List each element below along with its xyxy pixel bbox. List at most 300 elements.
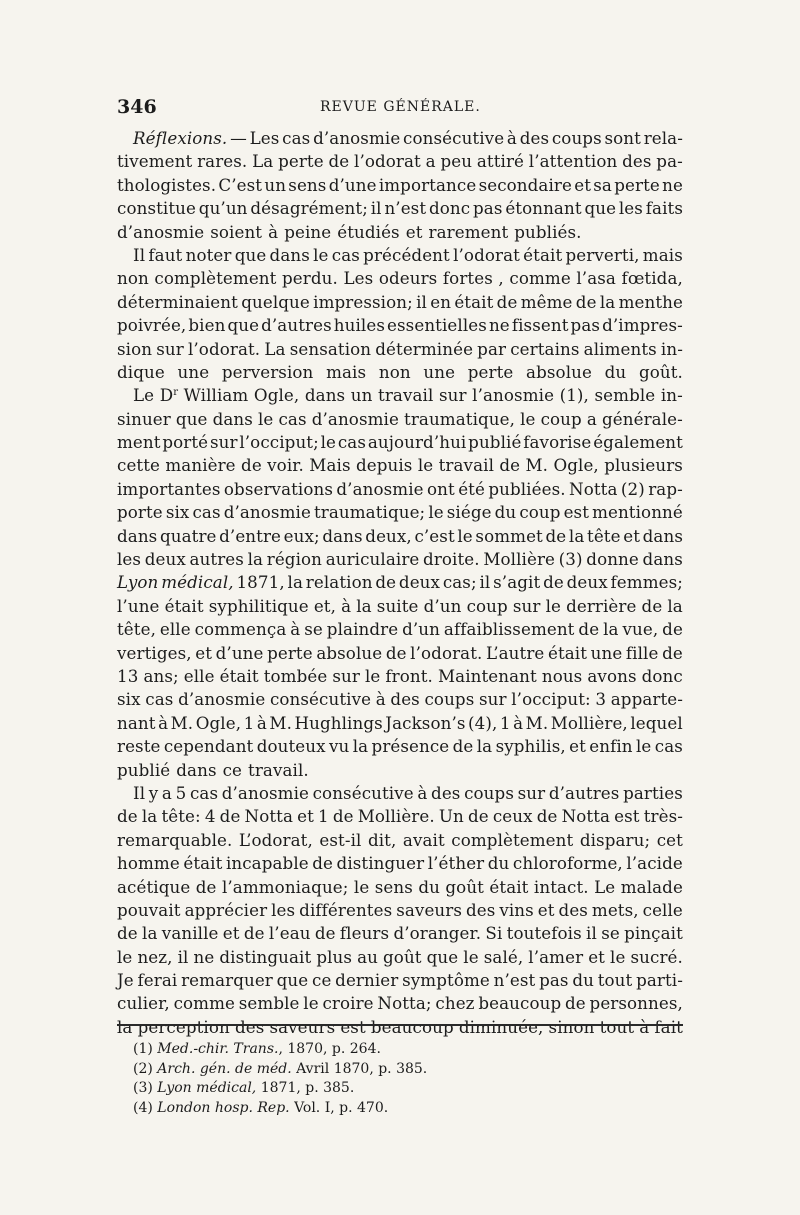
- footnote-number: (3): [133, 1080, 158, 1096]
- word: Ogle,: [253, 385, 300, 406]
- word: nant: [117, 712, 156, 733]
- word: distinguait: [219, 946, 312, 967]
- word: deux: [398, 572, 441, 593]
- word: est-il: [319, 829, 362, 850]
- word: Hughlings: [294, 712, 383, 733]
- word: générale-: [602, 408, 683, 429]
- word: dans: [176, 759, 217, 780]
- word: du: [604, 361, 627, 382]
- word: ne: [662, 174, 683, 195]
- word: d’un: [402, 619, 440, 640]
- word: médical,: [161, 572, 234, 593]
- word: 3: [595, 689, 607, 710]
- word: consécutive: [269, 689, 372, 710]
- word: huiles: [333, 315, 385, 336]
- word: Le: [133, 385, 155, 406]
- word: semble: [238, 993, 300, 1014]
- word: goût.: [638, 361, 683, 382]
- word: certains: [510, 338, 580, 359]
- word: était: [547, 642, 588, 663]
- word: publiés.: [514, 221, 582, 242]
- word: vertiges,: [117, 642, 192, 663]
- word: travail.: [248, 759, 309, 780]
- word: est: [563, 502, 590, 523]
- word: peu: [440, 151, 473, 172]
- word: dans: [117, 525, 158, 546]
- word: 13: [117, 665, 139, 686]
- word: parti-: [636, 970, 683, 991]
- word: sur: [479, 689, 507, 710]
- word: région: [266, 549, 323, 570]
- text-line: [117, 876, 683, 899]
- word: Mollière: [483, 549, 556, 570]
- word: six: [165, 502, 190, 523]
- word: sur: [517, 782, 546, 803]
- word: à: [268, 221, 279, 242]
- word: (2): [620, 478, 645, 499]
- word: le: [303, 993, 319, 1014]
- word: l’anosmie: [472, 385, 555, 406]
- word: de: [243, 923, 265, 944]
- word: des: [465, 899, 496, 920]
- text-line: [117, 408, 683, 431]
- word: à: [290, 619, 301, 640]
- footnote-reference: Avril 1870, p. 385.: [291, 1060, 428, 1077]
- word: a: [425, 151, 436, 172]
- word: nous: [541, 665, 583, 686]
- word: la: [667, 595, 683, 616]
- word: perte: [614, 174, 660, 195]
- word: sinon: [548, 1016, 595, 1037]
- word: douteux: [256, 736, 326, 757]
- word: mets,: [591, 899, 639, 920]
- word: l’odorat.: [410, 642, 483, 663]
- word: la: [603, 619, 619, 640]
- word: de: [241, 455, 262, 476]
- footnote: [133, 1060, 633, 1080]
- text-line: [117, 291, 683, 314]
- word: Il: [133, 244, 146, 265]
- word: autres: [189, 549, 244, 570]
- word: dit,: [367, 829, 397, 850]
- word: distinguer: [336, 853, 425, 874]
- word: bien: [188, 315, 226, 336]
- word: femmes;: [610, 572, 683, 593]
- word: l’attention: [528, 151, 618, 172]
- word: la: [117, 1016, 133, 1037]
- word: n’est: [384, 198, 427, 219]
- superscript: r: [173, 387, 179, 399]
- word: et: [623, 525, 641, 546]
- word: d’impres-: [602, 315, 683, 336]
- footnote-source: London hosp. Rep.: [157, 1099, 290, 1116]
- word: de: [543, 572, 564, 593]
- word: C’est: [218, 174, 263, 195]
- text-line: [117, 454, 683, 477]
- word: in-: [660, 385, 683, 406]
- word: coup: [540, 408, 582, 429]
- word: disparu;: [579, 829, 651, 850]
- word: fille: [625, 642, 659, 663]
- body-text: [117, 127, 683, 1039]
- word: importance: [378, 174, 477, 195]
- word: M.: [525, 712, 549, 733]
- word: salé,: [483, 946, 524, 967]
- word: cas;: [442, 572, 477, 593]
- word: était: [183, 853, 223, 874]
- word: cas: [145, 689, 174, 710]
- word: le: [636, 736, 652, 757]
- word: quelque: [241, 291, 310, 312]
- word: complètement: [154, 268, 277, 289]
- word: au: [357, 946, 378, 967]
- footnote: [133, 1040, 633, 1060]
- text-line: [117, 782, 683, 805]
- text-line: [117, 478, 683, 501]
- word: c’est: [414, 525, 455, 546]
- word: M.: [269, 712, 292, 733]
- word: les: [271, 899, 296, 920]
- word: et: [297, 806, 314, 827]
- word: Notta: [561, 806, 611, 827]
- footnote-source: Lyon médical,: [157, 1080, 257, 1096]
- footnote-number: (4): [133, 1099, 158, 1116]
- word: par: [477, 338, 507, 359]
- word: cas: [337, 432, 367, 453]
- word: et: [574, 174, 592, 195]
- word: ceux: [492, 806, 533, 827]
- word: chloroforme,: [512, 853, 623, 874]
- word: l’odorat: [354, 151, 421, 172]
- word: qu’un: [198, 198, 248, 219]
- word: faits: [645, 198, 683, 219]
- word: très-: [643, 806, 683, 827]
- word: chez: [435, 993, 475, 1014]
- word: sucré.: [630, 946, 683, 967]
- word: la: [141, 806, 158, 827]
- word: sur: [512, 595, 541, 616]
- word: derrière: [566, 595, 637, 616]
- word: soient: [210, 221, 263, 242]
- word: le: [463, 946, 479, 967]
- word: la: [568, 525, 585, 546]
- word: relation: [305, 572, 373, 593]
- footnote-reference: 1871, p. 385.: [256, 1080, 355, 1096]
- word: a: [161, 782, 172, 803]
- word: donne: [586, 549, 639, 570]
- word: du: [487, 853, 510, 874]
- word: apparte-: [610, 689, 683, 710]
- word: commença: [194, 619, 287, 640]
- word: était: [523, 244, 563, 265]
- word: coup: [466, 595, 508, 616]
- word: de: [314, 923, 336, 944]
- footnote-number: (2): [133, 1060, 158, 1077]
- text-line: [117, 922, 683, 945]
- text-line: [117, 501, 683, 524]
- word: et,: [313, 595, 336, 616]
- word: déterminaient: [117, 291, 238, 312]
- word: porte: [117, 502, 163, 523]
- text-line: [117, 735, 683, 758]
- text-line: [117, 244, 683, 267]
- word: perception: [137, 1016, 230, 1037]
- word: l’éther: [427, 853, 485, 874]
- word: étudiés: [337, 221, 400, 242]
- word: l’ammoniaque;: [221, 876, 349, 897]
- word: des: [390, 689, 420, 710]
- word: publié: [117, 759, 171, 780]
- footnote-reference: Vol. I, p. 470.: [289, 1099, 389, 1116]
- word: de: [385, 642, 407, 663]
- word: que: [584, 198, 617, 219]
- word: l’asa: [576, 268, 616, 289]
- word: à: [513, 712, 524, 733]
- word: odeurs: [378, 268, 438, 289]
- word: homme: [117, 853, 180, 874]
- word: de: [328, 151, 350, 172]
- word: un: [264, 174, 287, 195]
- word: d’anosmie: [178, 689, 266, 710]
- word: du: [494, 502, 517, 523]
- word: à: [506, 128, 517, 148]
- word: fortes: [442, 268, 493, 289]
- word: que: [426, 946, 459, 967]
- word: la: [247, 549, 264, 570]
- word: d’anosmie: [223, 502, 311, 523]
- word: absolue: [316, 642, 383, 663]
- word: nez,: [137, 946, 173, 967]
- word: symptôme: [402, 970, 490, 991]
- word: à: [256, 712, 267, 733]
- word: sont: [604, 128, 641, 148]
- word: le: [520, 408, 536, 429]
- word: publiées.: [488, 478, 566, 499]
- word: que: [234, 244, 267, 265]
- word: perverti,: [565, 244, 640, 265]
- text-line: [117, 642, 683, 665]
- word: de: [536, 806, 558, 827]
- word: était: [454, 291, 494, 312]
- word: M.: [525, 455, 549, 476]
- word: fissent: [511, 315, 569, 336]
- word: la: [599, 291, 616, 312]
- word: donc: [428, 198, 471, 219]
- word: perte: [278, 151, 324, 172]
- word: Le: [594, 876, 616, 897]
- word: constitue: [117, 198, 196, 219]
- word: les: [117, 549, 142, 570]
- word: Les: [343, 268, 374, 289]
- word: également: [593, 432, 683, 453]
- word: de: [467, 806, 489, 827]
- word: Mais: [309, 455, 351, 476]
- word: tout: [599, 1016, 635, 1037]
- word: dans: [212, 408, 253, 429]
- word: Si: [485, 923, 503, 944]
- word: le: [417, 455, 434, 476]
- text-line: [117, 712, 683, 735]
- footnote: [133, 1079, 633, 1099]
- word: de: [662, 642, 683, 663]
- word: cas: [189, 782, 219, 803]
- word: l’amer: [528, 946, 584, 967]
- word: le: [313, 244, 329, 265]
- word: d’anosmie: [336, 478, 424, 499]
- word: l’eau: [268, 923, 311, 944]
- word: se: [304, 619, 323, 640]
- word: peine: [284, 221, 332, 242]
- word: in-: [660, 338, 683, 359]
- footnotes: [133, 1040, 633, 1118]
- word: enfin: [589, 736, 633, 757]
- word: et: [222, 923, 240, 944]
- word: Mollière.: [357, 806, 435, 827]
- word: faut: [148, 244, 183, 265]
- word: suite: [376, 595, 419, 616]
- word: rares.: [197, 151, 248, 172]
- word: pouvait: [117, 899, 181, 920]
- word: 4: [204, 806, 216, 827]
- word: Il: [133, 782, 146, 803]
- word: mais: [642, 244, 683, 265]
- word: malade: [620, 876, 683, 897]
- text-line: [117, 525, 683, 548]
- word: avait: [402, 829, 445, 850]
- word: comme: [509, 268, 571, 289]
- word: sur: [209, 432, 238, 453]
- word: elle: [183, 665, 215, 686]
- word: l’acide: [626, 853, 683, 874]
- text-line: [117, 688, 683, 711]
- word: plus: [316, 946, 353, 967]
- word: du: [418, 876, 440, 897]
- word: pas: [473, 198, 503, 219]
- text-line: [117, 805, 683, 828]
- word: du: [572, 970, 594, 991]
- word: de: [219, 806, 241, 827]
- text-line: [117, 197, 683, 220]
- word: ferai: [137, 970, 178, 991]
- word: sur: [156, 338, 184, 359]
- text-line: [117, 361, 683, 384]
- word: Réflexions.: [133, 128, 228, 148]
- word: l’odorat.: [187, 338, 261, 359]
- word: de: [312, 853, 334, 874]
- word: à: [417, 782, 428, 803]
- text-line: [117, 852, 683, 875]
- word: ne: [193, 946, 215, 967]
- word: cependant: [163, 736, 254, 757]
- word: le: [258, 408, 274, 429]
- word: de: [117, 923, 138, 944]
- text-line: [117, 127, 683, 150]
- word: deux,: [365, 525, 412, 546]
- word: sion: [117, 338, 153, 359]
- text-line: [117, 759, 683, 782]
- word: traumatique;: [313, 502, 426, 523]
- text-line: [117, 969, 683, 992]
- word: la: [287, 572, 304, 593]
- word: complètement: [451, 829, 574, 850]
- word: avons: [587, 665, 637, 686]
- word: tête: [587, 525, 621, 546]
- word: que: [175, 408, 208, 429]
- word: apprécier: [184, 899, 268, 920]
- word: impression;: [313, 291, 413, 312]
- word: d’oranger.: [393, 923, 482, 944]
- word: d’anosmie: [221, 782, 309, 803]
- word: incapable: [225, 853, 309, 874]
- word: rela-: [643, 128, 683, 148]
- word: la: [476, 736, 493, 757]
- word: 1: [318, 806, 329, 827]
- word: voir.: [267, 455, 304, 476]
- word: L’autre: [486, 642, 545, 663]
- word: la: [142, 923, 158, 944]
- word: le: [545, 595, 561, 616]
- word: d’anosmie: [311, 408, 399, 429]
- word: diminuée,: [458, 1016, 544, 1037]
- word: William: [183, 385, 249, 406]
- word: une: [177, 361, 210, 382]
- word: non: [117, 268, 149, 289]
- word: vu: [328, 736, 350, 757]
- word: de: [332, 806, 354, 827]
- word: remarquable.: [117, 829, 233, 850]
- word: Je: [117, 970, 134, 991]
- word: Les: [249, 128, 280, 148]
- word: est: [614, 806, 640, 827]
- word: d’entre: [219, 525, 282, 546]
- text-line: [117, 221, 683, 244]
- word: dique: [117, 361, 165, 382]
- word: perdu.: [282, 268, 338, 289]
- word: manière: [165, 455, 236, 476]
- word: observations: [223, 478, 334, 499]
- word: syphilitique: [208, 595, 309, 616]
- word: publié: [468, 432, 522, 453]
- word: d’une: [328, 174, 377, 195]
- word: pas: [539, 970, 569, 991]
- word: tombée: [263, 665, 328, 686]
- word: (3): [558, 549, 583, 570]
- word: dernier: [335, 970, 399, 991]
- word: reste: [117, 736, 161, 757]
- word: sommet: [475, 525, 543, 546]
- word: beaucoup: [478, 993, 562, 1014]
- word: de: [578, 619, 600, 640]
- word: y: [148, 782, 159, 803]
- word: Notta: [569, 478, 618, 499]
- word: présence: [371, 736, 450, 757]
- word: saveurs: [396, 899, 463, 920]
- word: et: [588, 946, 605, 967]
- word: d’anosmie: [313, 128, 401, 148]
- word: sensation: [289, 338, 372, 359]
- word: Ogle,: [195, 712, 242, 733]
- footnote-source: Arch. gén. de méd.: [157, 1060, 292, 1077]
- word: mais: [326, 361, 367, 382]
- page-number: 346: [117, 96, 157, 118]
- word: de: [545, 525, 567, 546]
- word: des: [431, 782, 461, 803]
- word: fœtida,: [621, 268, 683, 289]
- word: plusieurs: [604, 455, 683, 476]
- word: d’autres: [261, 315, 332, 336]
- text-line: [117, 314, 683, 337]
- word: même: [520, 291, 573, 312]
